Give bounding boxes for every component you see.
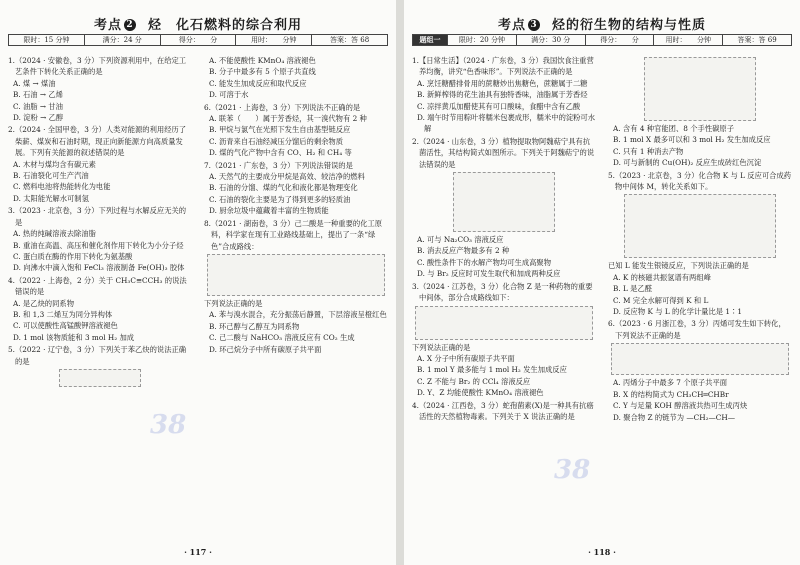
question: 1.（2024 · 安徽卷，3 分）下列资源利用中，在给定工艺条件下转化关系正确的是 A. 煤 → 煤油 B. 石油 → 乙烯 C. 油脂 → 甘油 D. 淀粉 → 乙醇 bbox=[8, 56, 187, 123]
left-page-number: · 117 · bbox=[184, 547, 212, 557]
question: 6.（2023 · 6 月浙江卷，3 分）丙烯可发生如下转化，下列说法不正确的是 A. 丙烯分子中最多 7 个原子共平面 B. X 的结构简式为 CH₃CH═CHBr C. Y 与足量 KOH 醇溶液共热可生成丙炔 D. 聚合物 Z 的链节为 —CH₂—CH— bbox=[608, 318, 792, 422]
question: A. 含有 4 种官能团、8 个手性碳原子 B. 1 mol X 最多可以和 3 mol H₂ 发生加成反应 C. 只有 1 种消去产物 D. 可与新制的 Cu(OH)₂ 反应生成砖红色沉淀 bbox=[613, 124, 771, 168]
molecule-structure bbox=[453, 172, 555, 232]
question: 5.（2023 · 北京卷，3 分）化合物 K 与 L 反应可合成药物中间体 M，转化关系如下。 已知 L 能发生银镜反应，下列说法正确的是 A. K 的核磁共振氢谱有两组峰 B. L 是乙醛 C. M 完全水解可得到 K 和 L D. 反应物 K 与 L 的化学计量比是 1∶1 bbox=[608, 170, 792, 317]
phenylacetylene-structure bbox=[59, 369, 141, 387]
molecule-structure bbox=[644, 57, 756, 121]
left-column-2 bbox=[204, 55, 388, 356]
question: 8.（2021 · 湖南卷，3 分）己二酸是一种重要的化工原料，科学家在现有工业路线基础上，提出了一条“绿色”合成路线： bbox=[204, 218, 388, 296]
question: 3.（2023 · 北京卷，3 分）下列过程与水解反应无关的是 A. 热的纯碱溶液去除油脂 B. 重油在高温、高压和催化剂作用下转化为小分子烃 C. 蛋白质在酶的作用下转化为氨基酸 D. 向沸水中滴入饱和 FeCl₃ 溶液制备 Fe(OH)₃ 胶体 bbox=[8, 206, 187, 273]
question: 2.（2024 · 山东卷，3 分）植物提取物阿魏萜宁具有抗菌活性，其结构简式如图所示。下列关于阿魏萜宁的说法错误的是 A. 可与 Na₂CO₃ 溶液反应 B. 消去反应产物最多有 2 种 C. 酸性条件下的水解产物均可生成高聚物 D. 与 Br₂ 反应时可发生取代和加成两种反应 bbox=[412, 136, 595, 279]
book-gutter bbox=[396, 0, 404, 565]
left-page-title: 考点 2 烃 化石燃料的综合利用 bbox=[93, 18, 303, 33]
left-page bbox=[0, 0, 396, 565]
right-column-2 bbox=[608, 55, 792, 424]
right-column-1 bbox=[412, 55, 596, 423]
question: 2.（2024 · 全国甲卷，3 分）人类对能源的利用经历了柴薪、煤炭和石油时期，现正向新能源方向高质量发展。下列有关能源的叙述错误的是 A. 木材与煤均含有碳元素 B. 石油裂化可生产汽油 C. 燃料电池将热能转化为电能 D. 太阳能光解水可制氢 bbox=[8, 125, 187, 203]
propene-conversion-scheme bbox=[611, 343, 789, 375]
question: 4.（2024 · 江西卷，3 分）蛇孢菌素(X)是一种具有抗癌活性的天然植物毒素。下列关于 X 说法正确的是 bbox=[412, 400, 594, 421]
right-info-bar: 题组一 限时：20 分钟 满分：30 分 得分： 分 用时： 分钟 答案：答 69 bbox=[412, 34, 792, 46]
question: 1.【日常生活】（2024 · 广东卷，3 分）我国饮食注重营养均衡，讲究“色香味形”。下列说法不正确的是 A. 烹饪糖醋排骨用的蔗糖炒出焦糖色，蔗糖属于二糖 B. 新鲜榨得的花生油具有独特香味，油脂属于芳香烃 C. 凉拌黄瓜加醋使其有可口酸味，食醋中含有乙酸 D. 端午时节用粽叶将糯米包裹成形，糯米中的淀粉可水解 bbox=[412, 56, 596, 134]
right-page bbox=[404, 0, 800, 565]
reaction-scheme bbox=[415, 306, 593, 340]
question: 4.（2022 · 上海卷，2 分）关于 CH₃C≡CCH₃ 的说法错误的是 A. 是乙炔的同系物 B. 和 1,3 二烯互为同分异构体 C. 可以使酸性高锰酸钾溶液褪色 D. 1 mol 该物质能和 3 mol H₂ 加成 bbox=[8, 275, 187, 342]
right-page-number: · 118 · bbox=[588, 547, 616, 557]
synthesis-route-diagram bbox=[207, 254, 385, 296]
topic-number-badge: 2 bbox=[124, 19, 136, 31]
left-info-bar: 限时：15 分钟 满分：24 分 得分： 分 用时： 分钟 答案：答 68 bbox=[8, 34, 388, 46]
left-column-1 bbox=[8, 55, 192, 389]
right-page-title: 考点 3 烃的衍生物的结构与性质 bbox=[497, 18, 707, 33]
question: 7.（2021 · 广东卷，3 分）下列说法错误的是 A. 天然气的主要成分甲烷是高效、较洁净的燃料 B. 石油的分馏、煤的气化和液化都是物理变化 C. 石油的裂化主要是为了得到更多的轻质油 D. 厨余垃圾中蕴藏着丰富的生物质能 bbox=[204, 160, 365, 216]
question: 5.（2022 · 辽宁卷，3 分）下列关于苯乙炔的说法正确的是 bbox=[8, 344, 192, 387]
question: 6.（2021 · 上海卷，3 分）下列说法不正确的是 A. 联苯（ ）属于芳香烃，其一溴代物有 2 种 B. 甲烷与氯气在光照下发生自由基型链反应 C. 沥青来自石油经减压分馏后的剩余物质 D. 煤的气化产物中含有 CO、H₂ 和 CH₄ 等 bbox=[204, 102, 367, 158]
reaction-scheme bbox=[624, 194, 776, 258]
question: 下列说法正确的是 A. 苯与溴水混合，充分振荡后静置，下层溶液呈橙红色 B. 环己醇与乙醇互为同系物 C. 己二酸与 NaHCO₃ 溶液反应有 CO₂ 生成 D. 环己烷分子中所有碳原子共平面 bbox=[204, 298, 387, 354]
question: 3.（2024 · 江苏卷，3 分）化合物 Z 是一种药物的重要中间体，部分合成路线如下： 下列说法正确的是 A. X 分子中所有碳原子共平面 B. 1 mol Y 最多能与 1 mol H₂ 发生加成反应 C. Z 不能与 Br₂ 的 CCl₄ 溶液反应 D. Y、Z 均能使酸性 KMnO₄ 溶液褪色 bbox=[412, 281, 593, 398]
watermark-logo: 38 bbox=[554, 455, 591, 485]
question: A. 不能使酸性 KMnO₄ 溶液褪色 B. 分子中最多有 5 个原子共直线 C. 能发生加成反应和取代反应 D. 可溶于水 bbox=[209, 56, 316, 100]
topic-number-badge: 3 bbox=[528, 19, 540, 31]
watermark-logo: 38 bbox=[150, 410, 187, 440]
